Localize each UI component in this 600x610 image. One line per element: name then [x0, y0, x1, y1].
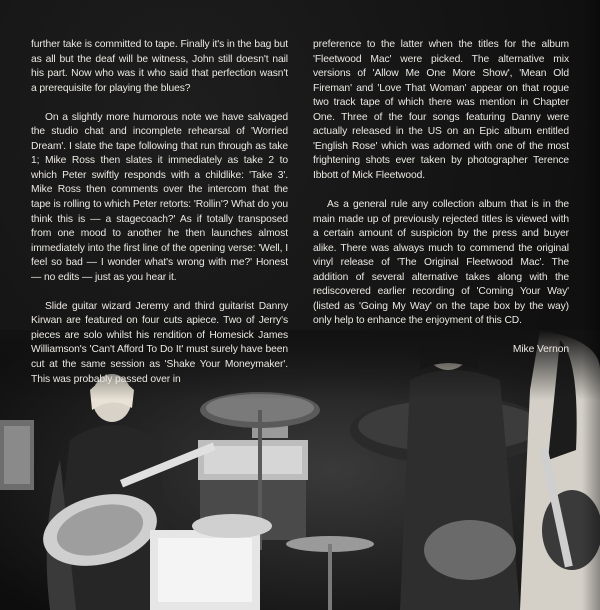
- paragraph: Slide guitar wizard Jeremy and third guitarist Danny Kirwan are featured on four cuts apiece. Two of Jerry's pieces are solo whilst his rendition of Homesick James Williamson's 'Can't Afford To Do It' must surely have been cut at the same session as 'Shake Your Moneymaker'. This was probably passed over in: [31, 300, 288, 385]
- paragraph: On a slightly more humorous note we have salvaged the studio chat and incomplete rehearsal of 'Worried Dream'. I slate the tape following that run through as take 1; Mike Ross then slates it immediately as take 2 to which Peter swiftly responds with a childlike: 'Take 3'. Mike Ross then comments over the intercom that the tape is rolling to which Peter retorts: 'Rollin'? What do you think this is — a stagecoach?' As if totally transposed from one mood to another he then launches almost immediately into the first line of the opening verse: 'Well, I feel so bad — I wonder what's wrong with me?' Honest — no edits — just as you hear it.: [31, 111, 288, 283]
- author-signature: Mike Vernon: [512, 344, 569, 356]
- right-text-column: [313, 38, 569, 373]
- paragraph: further take is committed to tape. Finally it's in the bag but as all but the deaf will be witness, John still doesn't nail his part. Now who was it who said that perfection wasn't a prerequisite for playing the blues?: [31, 39, 288, 94]
- paragraph: As a general rule any collection album that is in the main made up of previously rejected titles is viewed with a certain amount of suspicion by the press and buyer alike. There was always much to commend the original vinyl release of 'The Original Fleetwood Mac'. The addition of several alternative takes along with the rediscovered earlier recording of 'Coming Your Way' (listed as 'Going My Way' on the tape box by the way) only help to enhance the enjoyment of this CD.: [313, 199, 569, 327]
- page-edge-shadow: [582, 0, 600, 610]
- left-text-column: [31, 38, 288, 402]
- paragraph: preference to the latter when the titles for the album 'Fleetwood Mac' were picked. The alternative mix versions of 'Allow Me One More Show', 'Mean Old Fireman' and 'Love That Woman' appear on that rogue two track tape of which there was mention in Chapter One. Three of the four songs featuring Danny were actually released in the US on an Epic album entitled 'English Rose' which was adorned with one of the most frightening shots ever taken by photographer Terence Ibbott of Mick Fleetwood.: [313, 39, 569, 181]
